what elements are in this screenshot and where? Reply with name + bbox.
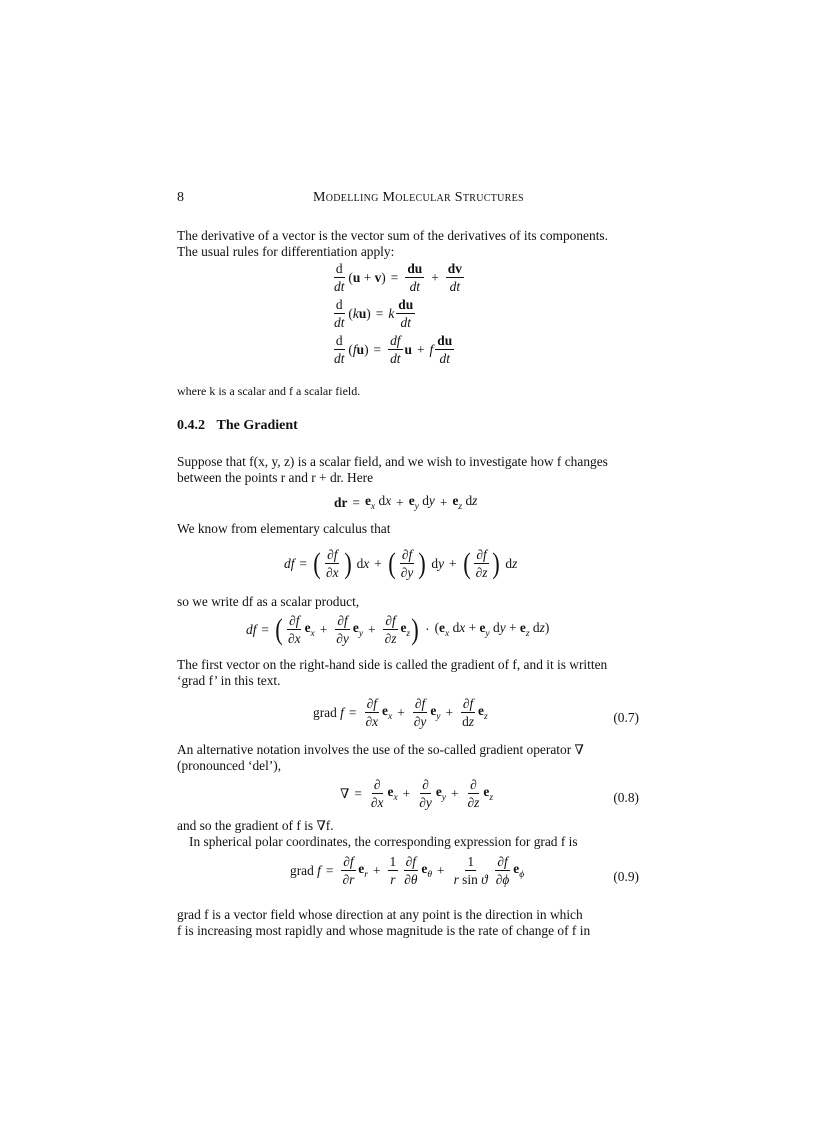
paragraph-6-line-1: and so the gradient of f is ∇f. xyxy=(177,818,334,833)
equation-number-0-8: (0.8) xyxy=(613,790,639,805)
intro-paragraph xyxy=(177,228,639,260)
paragraph-5-line-1: An alternative notation involves the use of the so-called gradient operator ∇ xyxy=(177,742,584,757)
rules-note: where k is a scalar and f a scalar field. xyxy=(177,384,361,398)
paragraph-1 xyxy=(177,454,639,486)
equation-del-operator: ∇ = $\frac{\partial}{\partial x}$ $e_x$ + $\frac{\partial}{\partial y}$ $e_y$ + $\frac{\partial}{\partial z}$ $e_z$ xyxy=(340,777,494,811)
running-title: Modelling Molecular Structures xyxy=(313,190,524,205)
equation-number-0-9: (0.9) xyxy=(613,869,639,884)
equation-grad-spherical: grad f = $\frac{\partial f}{\partial r}$ $e_r$ + $\frac{1}{r}$ $\frac{\partial f}{\partial\theta}$ $e_\theta$ + $\frac{1}{\text{r sin ϑ}}$ $\frac{\partial f}{\partial\phi}$ $e_\phi$ xyxy=(290,854,525,888)
equation-dr: dr = $e_x$ dx + $e_y$ dy + $e_z$ dz xyxy=(334,493,478,512)
equation-number-0-7: (0.7) xyxy=(613,710,639,725)
paragraph-5 xyxy=(177,742,639,774)
paragraph-1-line-1: Suppose that f(x, y, z) is a scalar field, and we wish to investigate how f changes xyxy=(177,454,608,469)
intro-line-1: The derivative of a vector is the vector sum of the derivatives of its components. xyxy=(177,228,608,243)
paragraph-7-line-2: f is increasing most rapidly and whose magnitude is the rate of change of f in xyxy=(177,923,591,938)
equation-df-scalar-product: df = ( $\frac{\partial f}{\partial x}$ $e_x$ + $\frac{\partial f}{\partial y}$ $e_y$ + $\frac{\partial f}{\partial z}$ $e_z$ ) · ($e_x$ dx + $e_y$ dy + $e_z$ dz) xyxy=(246,612,550,647)
paragraph-1-line-2: between the points r and r + dr. Here xyxy=(177,470,374,485)
paragraph-3: so we write df as a scalar product, xyxy=(177,594,360,609)
rule-scalar: $\frac{d}{dt}$ (ku) = k $\frac{du}{dt}$ xyxy=(334,297,414,331)
section-heading xyxy=(177,418,298,434)
equation-df-partials: df = ( $\frac{\partial f}{\partial x}$ ) dx + ( $\frac{\partial f}{\partial y}$ ) dy + ( $\frac{\partial f}{\partial z}$ ) dz xyxy=(284,546,518,581)
paragraph-7-line-1: grad f is a vector field whose direction at any point is the direction in which xyxy=(177,907,583,922)
section-title: The Gradient xyxy=(216,418,298,433)
section-number: 0.4.2 xyxy=(177,418,205,433)
rule-sum: $\frac{d}{dt}$ (u + v) = $\frac{du}{dt}$ + $\frac{dv}{dt}$ xyxy=(334,261,462,295)
paragraph-5-line-2: (pronounced ‘del’), xyxy=(177,758,282,773)
page-number: 8 xyxy=(177,190,184,205)
paragraph-4 xyxy=(177,657,639,689)
paragraph-2: We know from elementary calculus that xyxy=(177,521,391,536)
equation-grad-cartesian: grad f = $\frac{\partial f}{\partial x}$ $e_x$ + $\frac{\partial f}{\partial y}$ $e_y$ + $\frac{\partial f}{dz}$ $e_z$ xyxy=(313,696,488,730)
paragraph-4-line-2: ‘grad f’ in this text. xyxy=(177,673,281,688)
intro-line-2: The usual rules for differentiation apply: xyxy=(177,244,395,259)
rule-field: $\frac{d}{dt}$ (fu) = $\frac{df}{dt}$ u + f $\frac{du}{dt}$ xyxy=(334,333,453,367)
paragraph-6-line-2: In spherical polar coordinates, the corresponding expression for grad f is xyxy=(189,834,578,849)
paragraph-4-line-1: The first vector on the right-hand side is called the gradient of f, and it is written xyxy=(177,657,608,672)
paragraph-7 xyxy=(177,907,639,939)
paragraph-6 xyxy=(177,818,639,850)
